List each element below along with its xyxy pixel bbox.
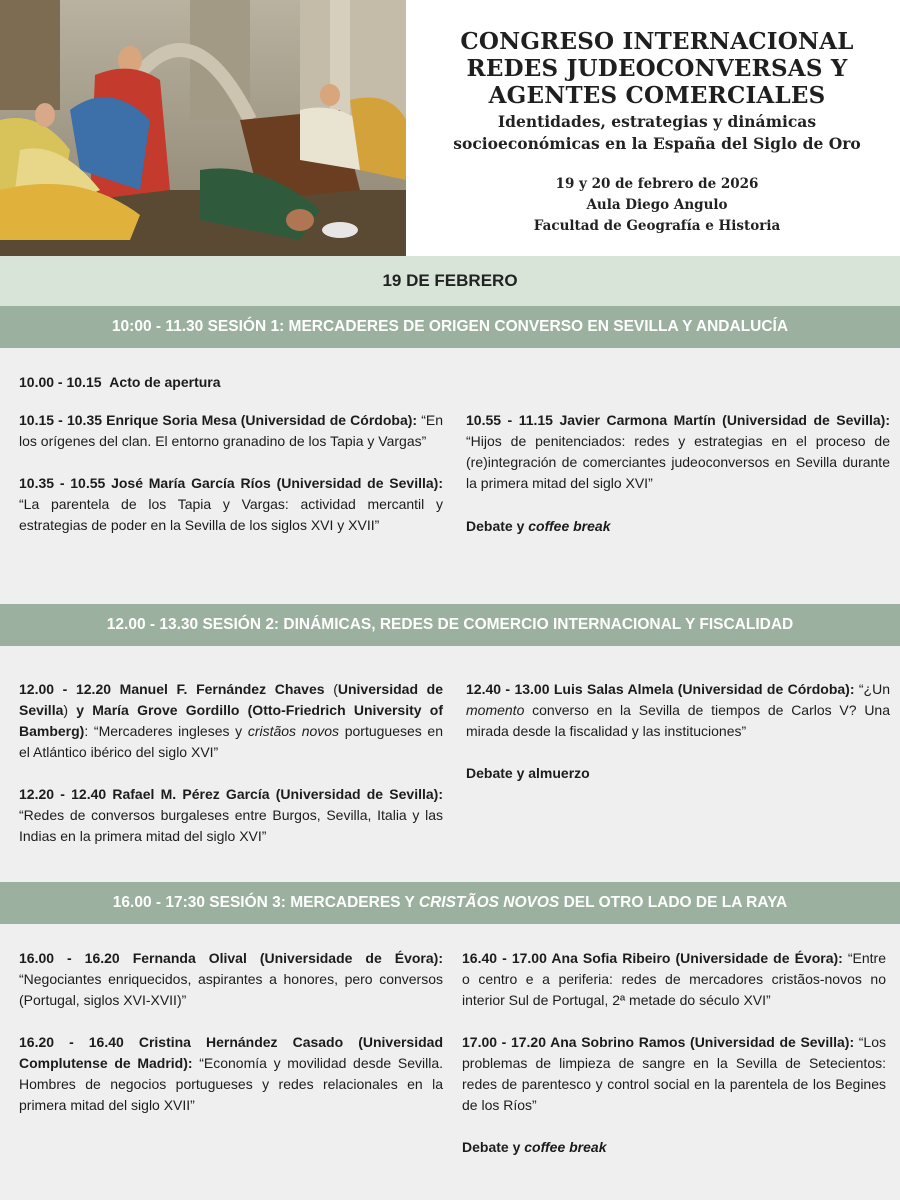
event-details [420, 174, 894, 237]
talk-speaker-2: y María Grove Gordillo (Otto-Friedrich University of Bamberg) [19, 702, 443, 739]
session-3-heading [0, 882, 900, 924]
talk-title: portugueses en el Atlántico ibérico del siglo XVI” [19, 723, 443, 760]
talk-entry [462, 1032, 886, 1116]
talk-entry [466, 410, 890, 494]
title-line-3: AGENTES COMERCIALES [488, 82, 826, 109]
talk-italic: momento [466, 702, 525, 718]
break-label: Debate y almuerzo [466, 765, 590, 781]
talk-title: : “Mercaderes ingleses y [84, 723, 248, 739]
talk-text: ( [324, 681, 338, 697]
talk-speaker: 16.20 - 16.40 Cristina Hernández Casado (Universidad Complutense de Madrid): [19, 1034, 443, 1071]
session-1-left-column [19, 410, 443, 536]
talk-title: “Redes de conversos burgaleses entre Burgos, Sevilla, Italia y las Indias en la primera mitad del siglo XVI” [19, 807, 443, 844]
title-block [420, 28, 894, 237]
talk-title: “Negociantes enriquecidos, aspirantes a honores, pero conversos (Portugal, siglos XVI-XVII)” [19, 971, 443, 1008]
break-italic: coffee break [528, 518, 611, 534]
event-date: 19 y 20 de febrero de 2026 [555, 176, 759, 192]
painting-image [0, 0, 406, 256]
session-3-heading-italic: CRISTÃOS NOVOS [418, 894, 560, 911]
session-3-right-column [462, 948, 886, 1158]
talk-entry [19, 410, 443, 452]
talk-entry [19, 784, 443, 847]
talk-affiliation: Universidad de Sevilla [19, 681, 443, 718]
break-entry [466, 516, 890, 537]
talk-speaker: 16.40 - 17.00 Ana Sofia Ribeiro (Universidade de Évora): [462, 950, 843, 966]
talk-title: “Economía y movilidad desde Sevilla. Hombres de negocios portugueses y redes relacionales en la primera mitad del siglo XVII” [19, 1055, 443, 1113]
talk-entry [466, 679, 890, 742]
subtitle-line-1: Identidades, estrategias y dinámicas [497, 112, 817, 131]
talk-entry [19, 948, 443, 1011]
session-3-heading-post: DEL OTRO LADO DE LA RAYA [559, 894, 788, 911]
session-1-right-column [466, 410, 890, 537]
talk-title: “Hijos de penitenciados: redes y estrategias en el proceso de (re)integración de comerciantes judeoconversos en Sevilla durante la primera mitad del siglo XVI” [466, 433, 890, 491]
opening-entry [19, 372, 221, 393]
session-3-heading-pre: 16.00 - 17:30 SESIÓN 3: MERCADERES Y [112, 894, 419, 911]
event-venue: Aula Diego Angulo [586, 197, 728, 213]
session-3-left-column [19, 948, 443, 1116]
talk-speaker: 16.00 - 16.20 Fernanda Olival (Universidade de Évora): [19, 950, 443, 966]
session-2-right-column [466, 679, 890, 784]
talk-speaker: 10.55 - 11.15 Javier Carmona Martín (Universidad de Sevilla): [466, 412, 890, 428]
day-heading: 19 DE FEBRERO [0, 256, 900, 306]
talk-entry [19, 679, 443, 763]
subtitle-line-2: socioeconómicas en la España del Siglo de Oro [453, 134, 861, 153]
break-entry [462, 1137, 886, 1158]
talk-title: “¿Un [854, 681, 891, 697]
title-line-1: CONGRESO INTERNACIONAL [460, 28, 854, 55]
talk-speaker: 17.00 - 17.20 Ana Sobrino Ramos (Universidad de Sevilla): [462, 1034, 855, 1050]
talk-entry [19, 1032, 443, 1116]
talk-text: ) [63, 702, 77, 718]
header [0, 0, 900, 256]
break-italic: coffee break [524, 1139, 607, 1155]
talk-title: “En los orígenes del clan. El entorno granadino de los Tapia y Vargas” [19, 412, 443, 449]
opening-time: 10.00 - 10.15 [19, 374, 102, 390]
break-label: Debate y [466, 518, 525, 534]
session-2-heading: 12.00 - 13.30 SESIÓN 2: DINÁMICAS, REDES DE COMERCIO INTERNACIONAL Y FISCALIDAD [0, 604, 900, 646]
talk-entry [462, 948, 886, 1011]
opening-label: Acto de apertura [109, 374, 221, 390]
talk-italic: cristãos novos [247, 723, 340, 739]
talk-entry [19, 473, 443, 536]
talk-title: “La parentela de los Tapia y Vargas: actividad mercantil y estrategias de poder en la Sevilla de los siglos XVI y XVII” [19, 496, 443, 533]
talk-title: “Entre o centro e a periferia: redes de mercadores cristãos-novos no interior Sul de Portugal, 2ª metade do século XVI” [462, 950, 887, 1008]
talk-speaker: 12.20 - 12.40 Rafael M. Pérez García (Universidad de Sevilla): [19, 786, 443, 802]
event-faculty: Facultad de Geografía e Historia [533, 218, 781, 234]
break-label: Debate y [462, 1139, 521, 1155]
talk-speaker: 10.35 - 10.55 José María García Ríos (Universidad de Sevilla): [19, 475, 443, 491]
session-1-heading: 10:00 - 11.30 SESIÓN 1: MERCADERES DE ORIGEN CONVERSO EN SEVILLA Y ANDALUCÍA [0, 306, 900, 348]
talk-title: “Los problemas de limpieza de sangre en la Sevilla de Setecientos: redes de parentesco y control social en la parentela de los Begines de los Ríos” [462, 1034, 887, 1113]
talk-speaker: 10.15 - 10.35 Enrique Soria Mesa (Universidad de Córdoba): [19, 412, 418, 428]
break-entry [466, 763, 890, 784]
talk-title: converso en la Sevilla de tiempos de Carlos V? Una mirada desde la fiscalidad y las instituciones” [466, 702, 890, 739]
title-line-2: REDES JUDEOCONVERSAS Y [466, 55, 848, 82]
talk-speaker: 12.00 - 12.20 Manuel F. Fernández Chaves [19, 681, 325, 697]
event-title [420, 28, 894, 109]
talk-speaker: 12.40 - 13.00 Luis Salas Almela (Universidad de Córdoba): [466, 681, 855, 697]
event-subtitle [420, 111, 894, 155]
session-2-left-column [19, 679, 443, 847]
